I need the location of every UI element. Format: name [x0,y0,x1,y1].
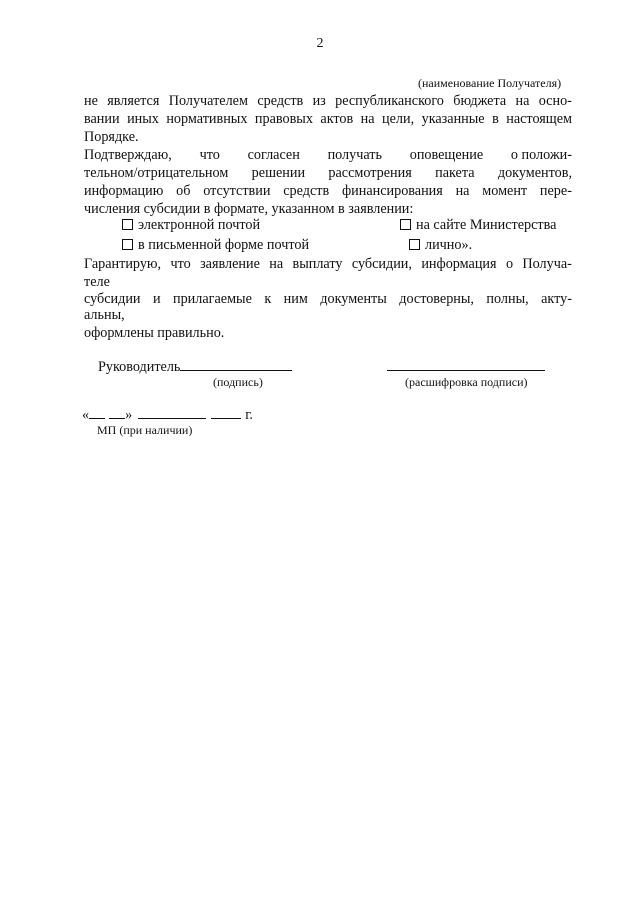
option-ministry-site[interactable]: на сайте Министерства [400,216,556,234]
para2-line2: тельном/отрицательном решении рассмотрения пакета документов, [84,165,572,181]
para1-line1: не является Получателем средств из республиканского бюджета на осно- [84,93,572,109]
para3-line2: теле [84,274,110,290]
checkbox-icon[interactable] [400,219,411,230]
signature-decode-field[interactable] [387,358,545,371]
signature-field[interactable] [180,358,292,371]
para2-line3: информацию об отсутствии средств финансирования на момент пере- [84,183,572,199]
para2-line4: числения субсидии в формате, указанном в заявлении: [84,201,414,217]
signature-decode-line [387,358,545,376]
option-email[interactable]: электронной почтой [122,216,260,234]
para1-line2: вании иных нормативных правовых актов на цели, указанные в настоящем [84,111,572,127]
para1-line3: Порядке. [84,129,139,145]
para3-line5: оформлены правильно. [84,325,225,341]
date-day-field[interactable] [89,406,105,419]
decode-caption: (расшифровка подписи) [405,375,528,389]
option-written-mail[interactable]: в письменной форме почтой [122,236,309,254]
sign-caption: (подпись) [213,375,263,389]
checkbox-icon[interactable] [409,239,420,250]
page-number: 2 [316,36,324,51]
date-line: « » г. [82,407,253,423]
recipient-caption: (наименование Получателя) [418,76,562,90]
para3-line1: Гарантирую, что заявление на выплату субсидии, информация о Получа- [84,256,572,272]
date-year-field[interactable] [211,406,241,419]
para3-line3: субсидии и прилагаемые к ним документы достоверны, полны, акту- [84,291,572,307]
para3-line4: альны, [84,307,125,323]
para2-line1: Подтверждаю, что согласен получать оповещение о положи- [84,147,572,163]
option-in-person[interactable]: лично». [409,236,472,254]
checkbox-icon[interactable] [122,219,133,230]
date-month-field[interactable] [138,406,206,419]
date-day-field-2[interactable] [109,406,125,419]
signature-line [98,358,292,376]
head-label: Руководитель [98,359,181,375]
checkbox-icon[interactable] [122,239,133,250]
stamp-caption: МП (при наличии) [97,423,193,437]
